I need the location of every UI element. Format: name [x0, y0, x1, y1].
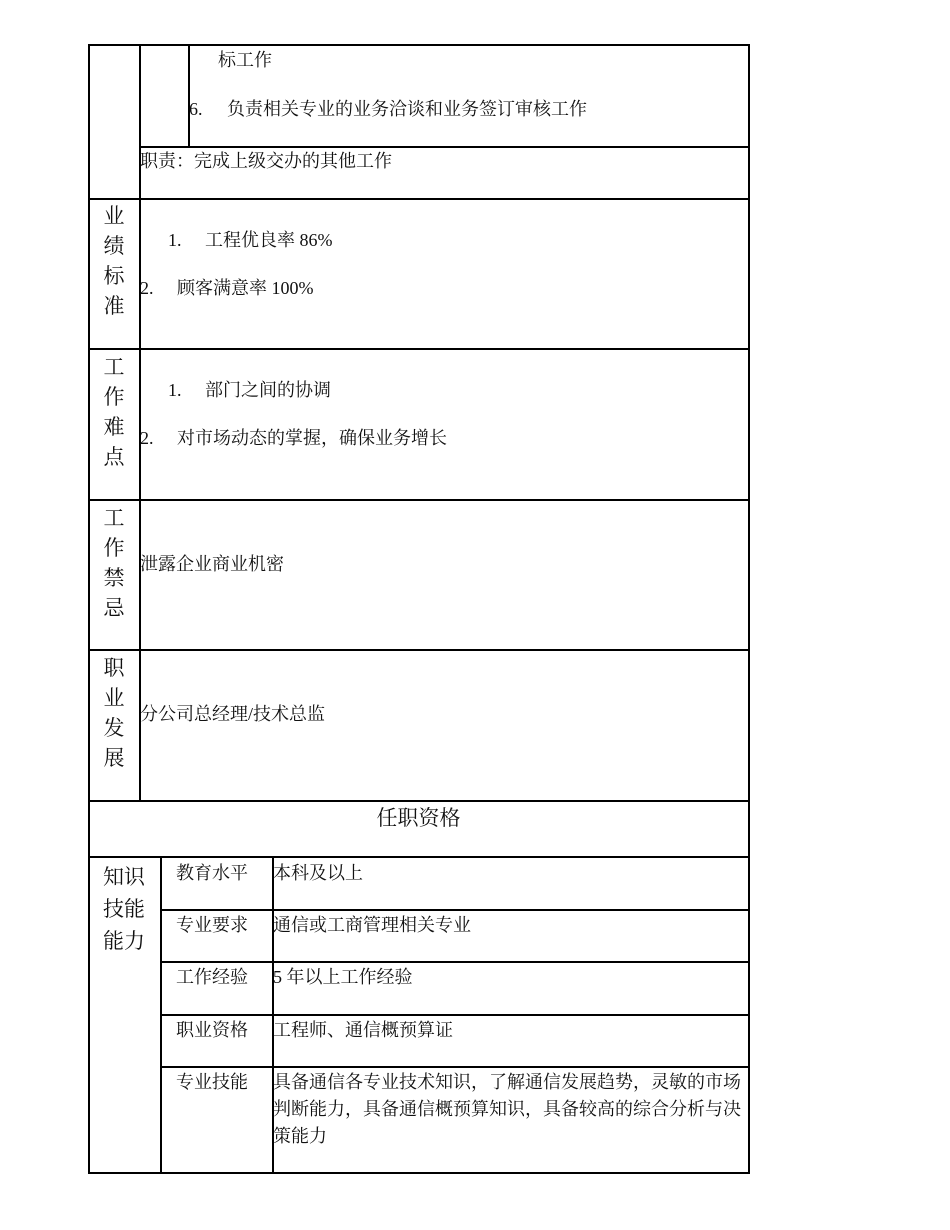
- difficulty-item-text: 部门之间的协调: [205, 380, 331, 400]
- row-divider: [88, 649, 750, 651]
- performance-item-number: 2.: [140, 278, 154, 298]
- performance-item-text: 工程优良率 86%: [205, 230, 333, 250]
- performance-item-number: 1.: [168, 230, 182, 250]
- responsibility-continuation: 标工作: [218, 50, 272, 70]
- qual-row-value: 5 年以上工作经验: [273, 967, 413, 987]
- qual-row-value: 具备通信各专业技术知识，了解通信发展趋势，灵敏的市场判断能力，具备通信概预算知识，具备较高的综合分析与决策能力: [273, 1072, 741, 1146]
- difficulty-item-number: 2.: [140, 428, 154, 448]
- taboo-text: 泄露企业商业机密: [140, 554, 284, 574]
- qual-row-label: 专业技能: [176, 1072, 248, 1092]
- row-divider: [88, 198, 750, 200]
- qual-row-divider: [160, 1066, 750, 1068]
- row-divider: [88, 800, 750, 802]
- table-bottom-border: [88, 1172, 750, 1174]
- duty-text: 职责：完成上级交办的其他工作: [140, 151, 392, 171]
- qual-row-value: 通信或工商管理相关专业: [273, 915, 471, 935]
- qual-row-value: 本科及以上: [273, 863, 363, 883]
- row-divider: [139, 146, 749, 148]
- performance-item-text: 顾客满意率 100%: [177, 278, 314, 298]
- performance-label: 业 绩 标 准: [103, 204, 125, 318]
- qual-row-divider: [160, 909, 750, 911]
- qual-row-label: 职业资格: [176, 1020, 248, 1040]
- row-divider: [88, 348, 750, 350]
- career-text: 分公司总经理/技术总监: [140, 704, 325, 724]
- qual-row-divider: [160, 961, 750, 963]
- career-label: 职 业 发 展: [103, 656, 125, 770]
- qual-row-value: 工程师、通信概预算证: [273, 1020, 453, 1040]
- difficulty-item-number: 1.: [168, 380, 182, 400]
- nested-column-divider: [188, 44, 190, 147]
- table-right-border: [748, 44, 750, 1174]
- qual-row-label: 专业要求: [176, 915, 248, 935]
- difficulty-label: 工 作 难 点: [103, 355, 125, 469]
- qual-row-label: 工作经验: [176, 967, 248, 987]
- taboo-label: 工 作 禁 忌: [103, 506, 125, 620]
- difficulty-item-text: 对市场动态的掌握，确保业务增长: [177, 428, 447, 448]
- qual-row-divider: [160, 1014, 750, 1016]
- qualification-title: 任职资格: [376, 806, 461, 830]
- qual-row-label: 教育水平: [176, 863, 248, 883]
- row-divider: [88, 856, 750, 858]
- qualification-group-label: 知识 技能 能力: [103, 865, 145, 953]
- responsibility-item-text: 负责相关专业的业务洽谈和业务签订审核工作: [227, 99, 587, 119]
- row-divider: [88, 499, 750, 501]
- responsibility-item-number: 6.: [189, 99, 203, 119]
